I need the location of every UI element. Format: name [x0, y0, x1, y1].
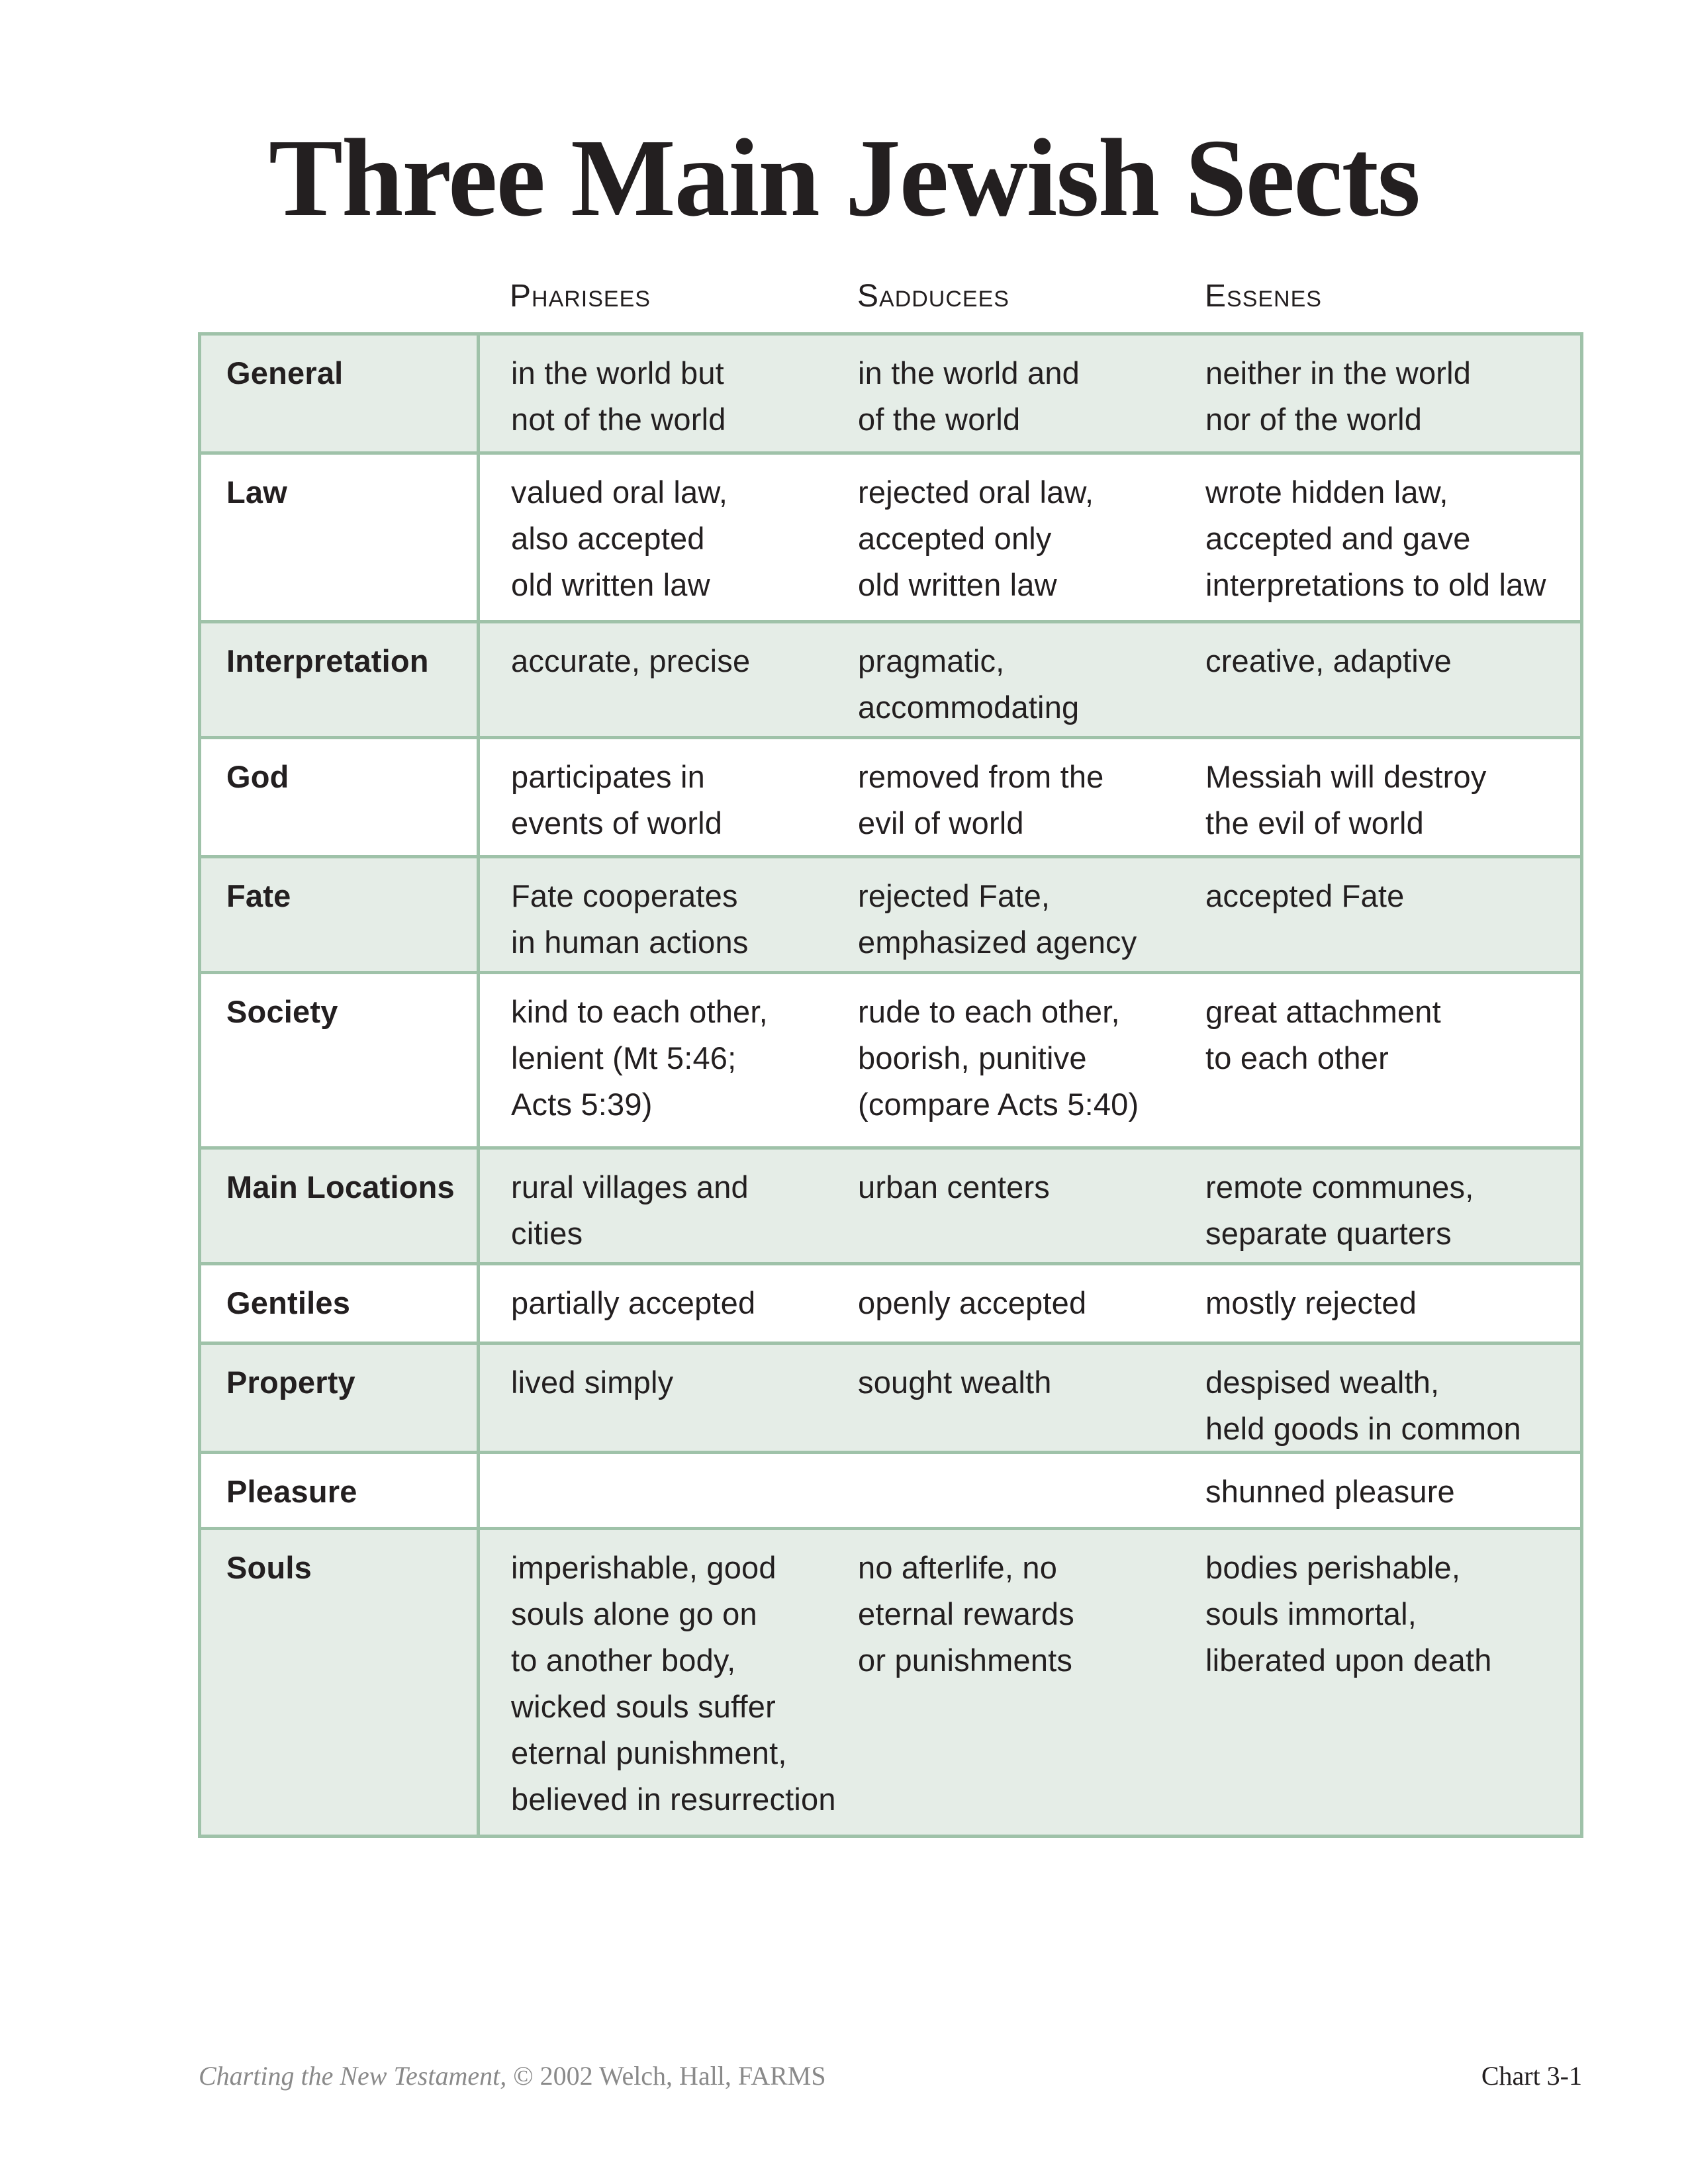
table-row-main-locations: [201, 1146, 1580, 1262]
column-header-sadducees: Sadducees: [857, 279, 1009, 314]
column-divider: [477, 1345, 480, 1451]
column-divider: [477, 1150, 480, 1262]
table-row-god: [201, 736, 1580, 855]
cell-sadducees: pragmatic, accommodating: [858, 643, 1080, 725]
row-label: Main Locations: [226, 1169, 455, 1205]
table-row-society: [201, 971, 1580, 1146]
cell-pharisees: partially accepted: [511, 1285, 756, 1320]
cell-essenes: shunned pleasure: [1205, 1474, 1455, 1509]
table-row-gentiles: [201, 1262, 1580, 1342]
cell-essenes: accepted Fate: [1205, 878, 1405, 913]
source-citation: [199, 2060, 826, 2091]
source-title: Charting the New Testament,: [199, 2061, 507, 2091]
row-label: Pleasure: [226, 1474, 357, 1509]
table-row-interpretation: [201, 620, 1580, 736]
table-row-law: [201, 451, 1580, 620]
column-divider: [477, 455, 480, 620]
cell-sadducees: removed from the evil of world: [858, 759, 1104, 841]
chart-number: Chart 3-1: [1481, 2061, 1582, 2091]
source-copyright: © 2002 Welch, Hall, FARMS: [506, 2061, 826, 2091]
cell-essenes: mostly rejected: [1205, 1285, 1417, 1320]
cell-pharisees: accurate, precise: [511, 643, 751, 678]
cell-sadducees: sought wealth: [858, 1365, 1052, 1400]
row-label: General: [226, 355, 344, 390]
row-label: Property: [226, 1365, 355, 1400]
cell-sadducees: rejected oral law, accepted only old written law: [858, 475, 1094, 602]
cell-sadducees: rejected Fate, emphasized agency: [858, 878, 1137, 960]
row-label: Law: [226, 475, 288, 510]
column-divider: [477, 858, 480, 971]
cell-sadducees: no afterlife, no eternal rewards or punishments: [858, 1550, 1074, 1678]
column-header-essenes: Essenes: [1205, 279, 1322, 314]
cell-essenes: bodies perishable, souls immortal, liberated upon death: [1205, 1550, 1492, 1678]
cell-sadducees: rude to each other, boorish, punitive (compare Acts 5:40): [858, 994, 1139, 1122]
column-header-pharisees: Pharisees: [510, 279, 651, 314]
cell-essenes: creative, adaptive: [1205, 643, 1452, 678]
cell-pharisees: in the world but not of the world: [511, 355, 726, 437]
cell-pharisees: participates in events of world: [511, 759, 723, 841]
cell-sadducees: openly accepted: [858, 1285, 1087, 1320]
cell-essenes: great attachment to each other: [1205, 994, 1441, 1075]
table-row-property: [201, 1342, 1580, 1451]
table-row-general: [201, 336, 1580, 451]
cell-essenes: neither in the world nor of the world: [1205, 355, 1472, 437]
sects-comparison-table: [198, 332, 1583, 1838]
row-label: God: [226, 759, 289, 794]
cell-pharisees: valued oral law, also accepted old written law: [511, 475, 728, 602]
cell-pharisees: lived simply: [511, 1365, 674, 1400]
row-label: Fate: [226, 878, 291, 913]
row-label: Gentiles: [226, 1285, 351, 1320]
cell-pharisees: kind to each other, lenient (Mt 5:46; Acts 5:39): [511, 994, 768, 1122]
column-divider: [477, 1530, 480, 1835]
cell-pharisees: Fate cooperates in human actions: [511, 878, 749, 960]
column-divider: [477, 1265, 480, 1342]
row-label: Society: [226, 994, 338, 1029]
cell-pharisees: rural villages and cities: [511, 1169, 749, 1251]
column-divider: [477, 623, 480, 736]
page-title: Three Main Jewish Sects: [268, 116, 1420, 240]
cell-essenes: Messiah will destroy the evil of world: [1205, 759, 1487, 841]
cell-essenes: despised wealth, held goods in common: [1205, 1365, 1521, 1446]
cell-sadducees: in the world and of the world: [858, 355, 1080, 437]
cell-sadducees: urban centers: [858, 1169, 1050, 1205]
table-row-pleasure: [201, 1451, 1580, 1527]
table-row-fate: [201, 855, 1580, 971]
column-divider: [477, 1454, 480, 1527]
cell-essenes: remote communes, separate quarters: [1205, 1169, 1474, 1251]
row-label: Souls: [226, 1550, 312, 1585]
cell-pharisees: imperishable, good souls alone go on to another body, wicked souls suffer eternal punishment, believed in resurrection: [511, 1550, 836, 1817]
column-divider: [477, 974, 480, 1146]
column-divider: [477, 336, 480, 451]
column-divider: [477, 739, 480, 855]
table-row-souls: [201, 1527, 1580, 1835]
row-label: Interpretation: [226, 643, 429, 678]
cell-essenes: wrote hidden law, accepted and gave interpretations to old law: [1205, 475, 1546, 602]
